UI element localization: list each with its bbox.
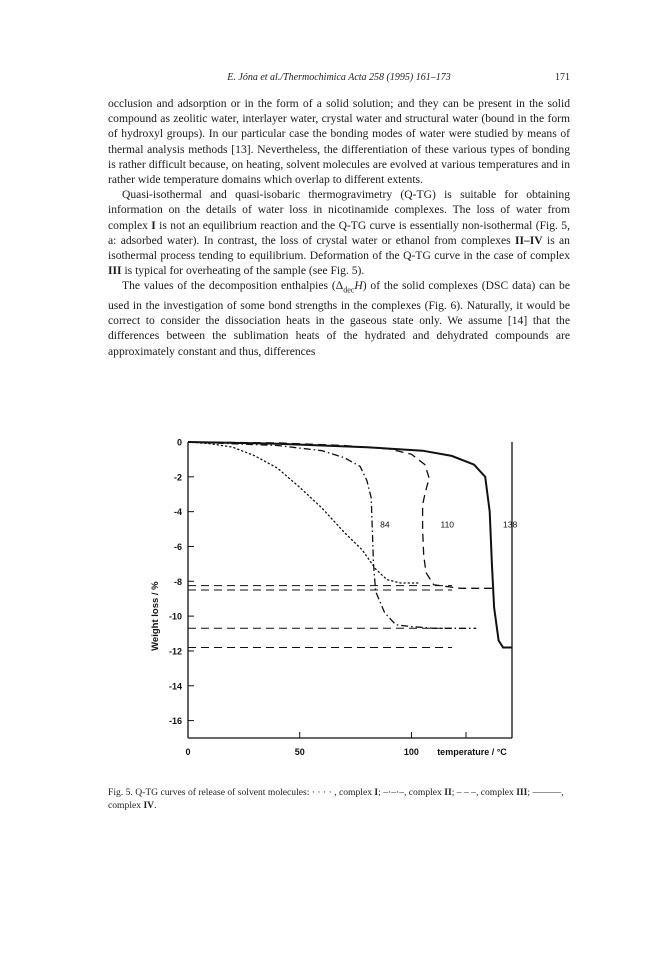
temperature-annotation: 110 — [440, 519, 455, 530]
caption-label: Fig. 5. — [108, 787, 133, 798]
caption-text-2: ; –·–·–, complex — [378, 787, 445, 798]
y-tick-label: -14 — [168, 681, 182, 692]
qtg-chart — [100, 428, 580, 788]
page-number: 171 — [555, 72, 570, 83]
caption-text-4: ; ———, complex — [108, 787, 564, 811]
figure-caption — [108, 786, 570, 812]
complex-III-ref: III — [108, 264, 122, 278]
series-line-I — [188, 442, 420, 583]
x-tick-label: 0 — [185, 747, 191, 757]
series-line-II — [188, 442, 476, 628]
y-tick-label: -8 — [173, 576, 182, 587]
paragraph-3-text-2: ) of the solid complexes (DSC data) can be used in the investigation of some bond strengths in the complexes (Fig. 6). Naturally, it would be correct to consider the dissociation heats in the gaseous state only. We assume [14] that the differences between the sublimation heats of the hydrated and dehydrated compounds are approximately constant and thus, differences — [108, 279, 570, 358]
y-axis-label: Weight loss / % — [150, 581, 161, 651]
caption-complex-I: I — [374, 787, 379, 798]
figure-5 — [100, 428, 580, 788]
y-tick-label: -16 — [168, 716, 182, 727]
x-tick-label: 50 — [294, 747, 305, 757]
caption-text-5: . — [154, 800, 157, 811]
series-line-III — [188, 442, 492, 588]
paragraph-2-text-3: is an isothermal process tending to equilibrium. Deformation of the Q-TG curve in the case of complex — [108, 233, 570, 263]
delta-symbol: Δ — [335, 279, 344, 293]
x-tick-label: 100 — [403, 747, 419, 757]
running-head — [108, 72, 570, 83]
y-tick-label: -12 — [168, 646, 182, 657]
paragraph-2-text-2: is not an equilibrium reaction and the Q-TG curve is essentially non-isothermal (Fig. 5, a: adsorbed water). In contrast, the loss of crystal water or ethanol from complexes — [108, 218, 570, 247]
y-tick-label: -4 — [173, 507, 182, 518]
enthalpy-symbol: H — [354, 279, 363, 293]
series-line-IV — [188, 442, 579, 648]
paragraph-3-text-1: The values of the decomposition enthalpies ( — [122, 279, 336, 293]
temperature-annotation: 138 — [503, 519, 518, 530]
paragraph-2-text-1: Quasi-isothermal and quasi-isobaric thermogravimetry (Q-TG) is suitable for obtaining information on the details of water loss in nicotinamide complexes. The loss of water from complex — [108, 188, 570, 232]
complex-I-ref: I — [151, 218, 156, 232]
complex-II-IV-ref: II–IV — [514, 233, 543, 247]
temperature-annotation: 84 — [380, 519, 390, 530]
caption-complex-II: II — [444, 787, 452, 798]
body-text — [108, 96, 570, 359]
paragraph-2 — [108, 187, 570, 278]
paragraph-2-text-4: is typical for overheating of the sample (see Fig. 5). — [121, 264, 365, 278]
caption-complex-III: III — [516, 787, 528, 798]
x-axis-label: temperature / °C — [437, 747, 507, 757]
paragraph-3 — [108, 278, 570, 358]
running-title: E. Jóna et al./Thermochimica Acta 258 (1995) 161–173 — [227, 72, 451, 83]
y-tick-label: 0 — [176, 437, 182, 448]
y-tick-label: -6 — [173, 541, 182, 552]
y-tick-label: -10 — [168, 611, 182, 622]
paragraph-1: occlusion and adsorption or in the form of a solid solution; and they can be present in the solid compound as zeolitic water, interlayer water, crystal water and structural water (bound in the form of hydroxyl groups). In our particular case the bonding modes of water were studied by means of thermal analysis methods [13]. Nevertheless, the differentiation of these various types of bonding is rather difficult because, on heating, solvent molecules are evolved at various temperatures and in rather wide temperature domains which overlap to different extents. — [108, 97, 570, 187]
dec-subscript: dec — [343, 285, 355, 295]
caption-complex-IV: IV — [143, 800, 155, 811]
caption-text-1: Q-TG curves of release of solvent molecules: · · · · , complex — [132, 787, 375, 798]
caption-text-3: ; – – –, complex — [451, 787, 517, 798]
y-tick-label: -2 — [173, 472, 182, 483]
